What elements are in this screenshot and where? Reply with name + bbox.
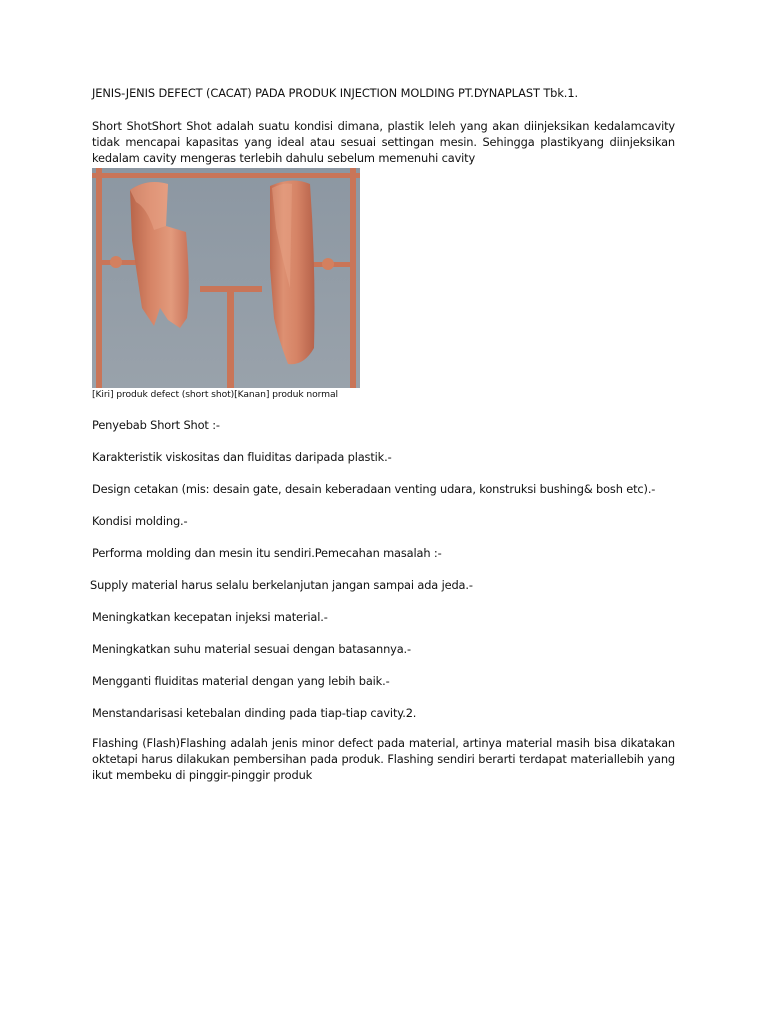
short-shot-photo (92, 168, 360, 388)
molded-parts-image (92, 168, 360, 388)
short-shot-paragraph: Short ShotShort Shot adalah suatu kondisi dimana, plastik leleh yang akan diinjeksikan kedalamcavity tidak mencapai kapasitas yang ideal atau sesuai settingan mesin. Sehingga plastikyang diinjeksikan kedalam cavity mengeras terlebih dahulu sebelum memenuhi cavity (92, 119, 675, 165)
figure-caption: [Kiri] produk defect (short shot)[Kanan] produk normal (92, 389, 338, 400)
cause-heading: Penyebab Short Shot :- (92, 418, 220, 432)
cause-item: Karakteristik viskositas dan fluiditas daripada plastik.- (92, 450, 392, 464)
document-page (92, 86, 675, 783)
solution-item: Menstandarisasi ketebalan dinding pada tiap-tiap cavity.2. (92, 706, 417, 720)
solution-item: Supply material harus selalu berkelanjutan jangan sampai ada jeda.- (90, 578, 473, 592)
solution-item: Meningkatkan kecepatan injeksi material.- (92, 610, 328, 624)
cause-item: Kondisi molding.- (92, 514, 188, 528)
solution-item: Mengganti fluiditas material dengan yang lebih baik.- (92, 674, 390, 688)
document-title: JENIS-JENIS DEFECT (CACAT) PADA PRODUK INJECTION MOLDING PT.DYNAPLAST Tbk.1. (92, 86, 578, 100)
cause-item: Performa molding dan mesin itu sendiri.Pemecahan masalah :- (92, 546, 442, 560)
cause-item: Design cetakan (mis: desain gate, desain keberadaan venting udara, konstruksi bushing& bosh etc).- (92, 482, 656, 496)
solution-item: Meningkatkan suhu material sesuai dengan batasannya.- (92, 642, 411, 656)
flashing-paragraph: Flashing (Flash)Flashing adalah jenis minor defect pada material, artinya material masih bisa dikatakan oktetapi harus dilakukan pembersihan pada produk. Flashing sendiri berarti terdapat materiallebih yang ikut membeku di pinggir-pinggir produk (92, 736, 675, 782)
